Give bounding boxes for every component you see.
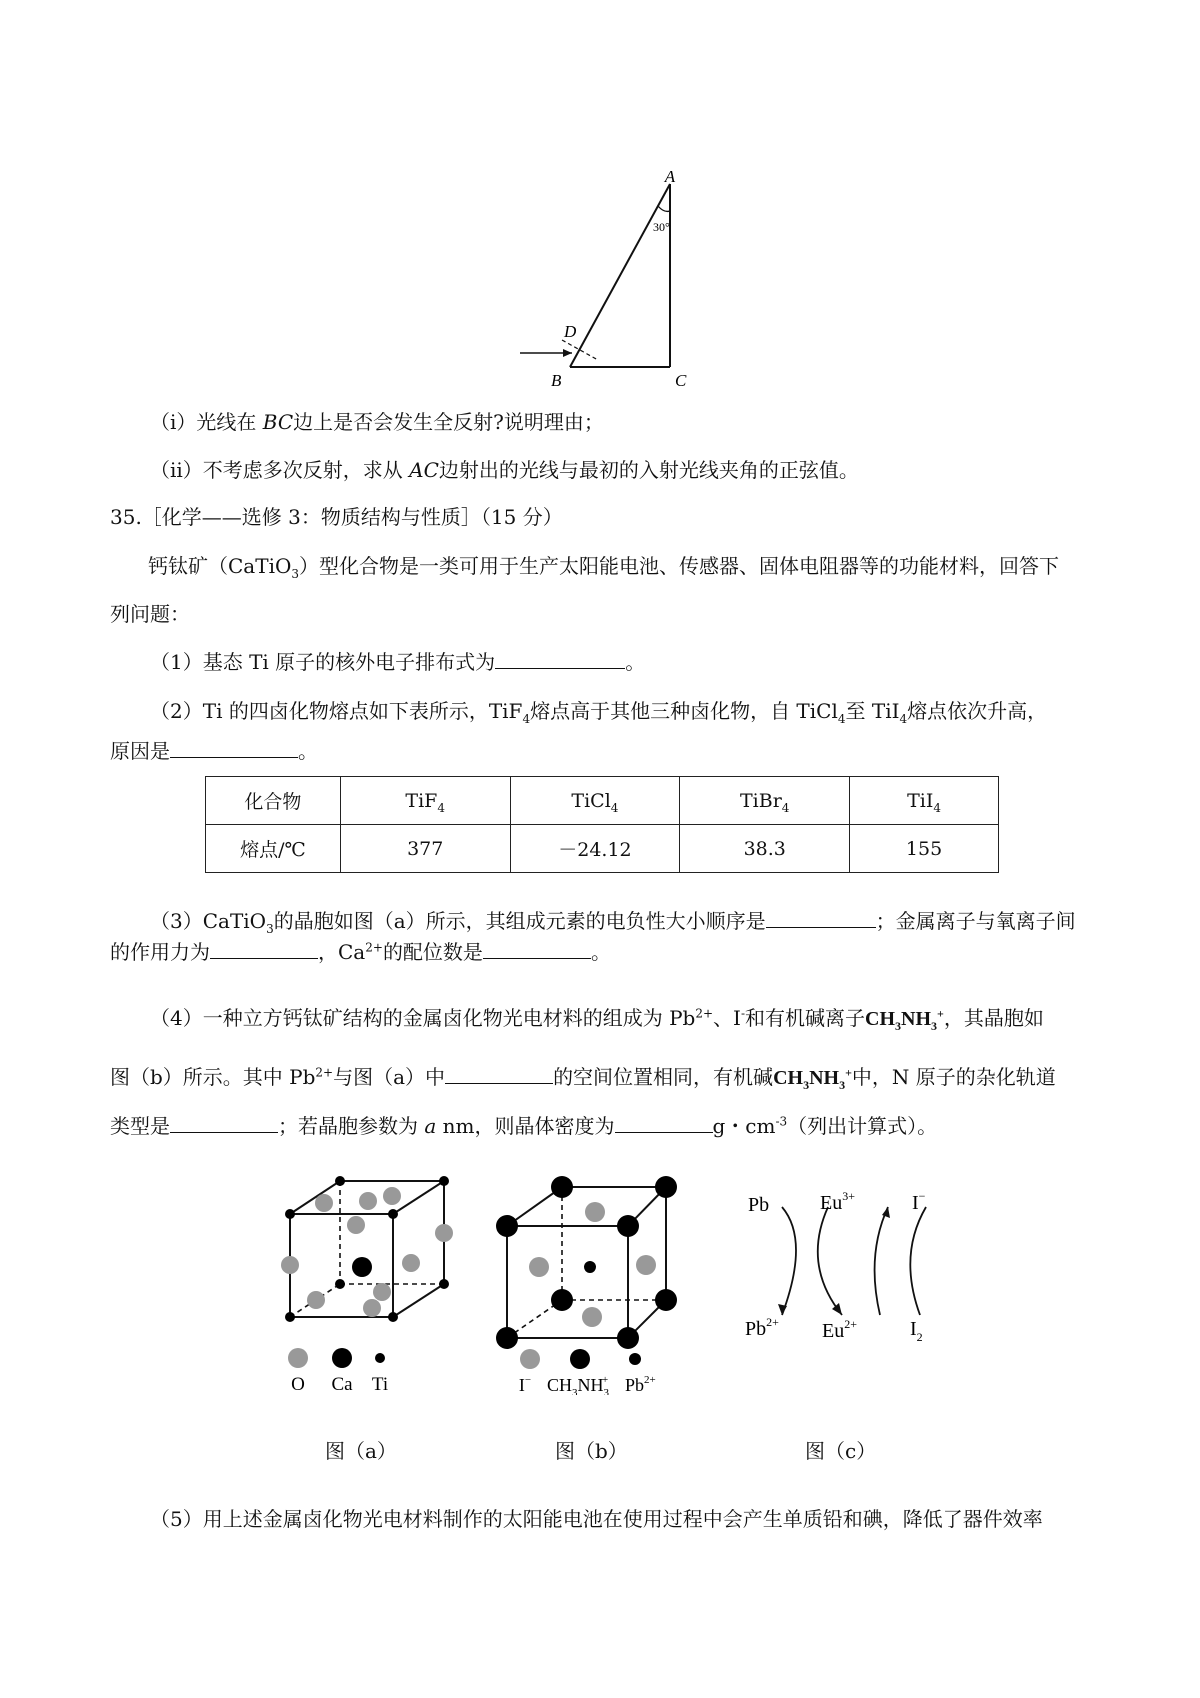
table-cell: TiF$_4$	[340, 777, 510, 825]
intro-line-1: 钙钛矿（CaTiO$_3$）型化合物是一类可用于生产太阳能电池、传感器、固体电阻器等的功能材料，回答下	[148, 554, 1059, 581]
table-cell: 熔点/℃	[206, 825, 341, 873]
question-2: （2）Ti 的四卤化物熔点如下表所示，TiF$_4$熔点高于其他三种卤化物，自 TiCl$_4$至 TiI$_4$熔点依次升高，	[150, 699, 1048, 726]
table-row	[206, 825, 999, 873]
table-cell: 377	[340, 825, 510, 873]
legend-i: I−	[518, 1374, 532, 1395]
table-cell: 化合物	[206, 777, 341, 825]
label-eu2: $Eu^{2+}$	[822, 1317, 857, 1342]
figure-c-redox-cycle	[740, 1185, 970, 1365]
caption-figure-c: 图（c）	[805, 1439, 877, 1463]
question-4-line-2: 图（b）所示。其中 $Pb^{2+}$与图（a）中 的空间位置相同，有机碱$CH_3NH_3^+$中，N 原子的杂化轨道	[110, 1065, 1056, 1092]
table-cell: TiI$_4$	[850, 777, 999, 825]
caption-figure-a: 图（a）	[325, 1439, 397, 1463]
label-pb2: $Pb^{2+}$	[745, 1315, 779, 1340]
answer-blank-3a[interactable]	[766, 907, 876, 928]
vertex-c-label: C	[675, 371, 687, 390]
legend-ti: Ti	[371, 1374, 389, 1395]
table-cell: 38.3	[680, 825, 850, 873]
melting-point-table	[205, 776, 999, 873]
q34-part-i: （i）光线在 BC边上是否会发生全反射?说明理由；	[150, 410, 604, 434]
answer-blank-1[interactable]	[495, 648, 625, 669]
question-3: （3）CaTiO$_3$的晶胞如图（a）所示，其组成元素的电负性大小顺序是 ；金属离子与氧离子间	[150, 909, 1076, 936]
question-1: （1）基态 Ti 原子的核外电子排布式为 。	[150, 650, 646, 674]
table-cell: TiCl$_4$	[510, 777, 680, 825]
table-cell: TiBr$_4$	[680, 777, 850, 825]
caption-figure-b: 图（b）	[555, 1439, 628, 1463]
vertex-b-label: B	[551, 371, 562, 390]
question-5: （5）用上述金属卤化物光电材料制作的太阳能电池在使用过程中会产生单质铅和碘，降低了器件效率	[150, 1507, 1043, 1531]
q34-part-ii: （ii）不考虑多次反射，求从 AC边射出的光线与最初的入射光线夹角的正弦值。	[150, 458, 859, 482]
figure-a-unit-cell	[280, 1165, 460, 1395]
answer-blank-4a[interactable]	[445, 1063, 553, 1084]
figure-b-unit-cell	[495, 1165, 685, 1395]
label-pb: Pb	[748, 1194, 770, 1216]
legend-o: O	[291, 1374, 305, 1395]
question-3-line-2: 的作用力为 ，$Ca^{2+}$的配位数是 。	[110, 940, 611, 964]
legend-pb: $Pb^{2+}$	[625, 1374, 656, 1395]
q35-title: 35.［化学——选修 3：物质结构与性质］（15 分）	[110, 505, 563, 529]
label-eu3: $Eu^{3+}$	[820, 1189, 855, 1214]
question-4: （4）一种立方钙钛矿结构的金属卤化物光电材料的组成为 $Pb^{2+}$、I-和有机碱离子$CH_3NH_3^+$，其晶胞如	[150, 1006, 1044, 1033]
question-2-line-2: 原因是 。	[110, 739, 318, 763]
answer-blank-3c[interactable]	[483, 938, 591, 959]
point-d-label: D	[564, 322, 577, 341]
triangle-diagram	[520, 170, 740, 390]
answer-blank-2[interactable]	[170, 737, 298, 758]
table-cell: －24.12	[510, 825, 680, 873]
legend-ca: Ca	[331, 1374, 353, 1395]
label-i-minus: I−	[912, 1189, 926, 1214]
legend-ch3nh3: $CH_3NH_3+$	[547, 1374, 610, 1395]
question-4-line-3: 类型是 ；若晶胞参数为 a nm，则晶体密度为 g・$cm^{-3}$（列出计算式）。	[110, 1114, 938, 1138]
table-row	[206, 777, 999, 825]
table-cell: 155	[850, 825, 999, 873]
label-i2: $I_2$	[910, 1318, 923, 1344]
answer-blank-3b[interactable]	[210, 938, 318, 959]
answer-blank-4c[interactable]	[615, 1112, 713, 1133]
answer-blank-4b[interactable]	[170, 1112, 278, 1133]
vertex-a-label: A	[664, 170, 676, 186]
angle-label: 30°	[653, 220, 670, 234]
intro-line-2: 列问题：	[110, 602, 190, 626]
